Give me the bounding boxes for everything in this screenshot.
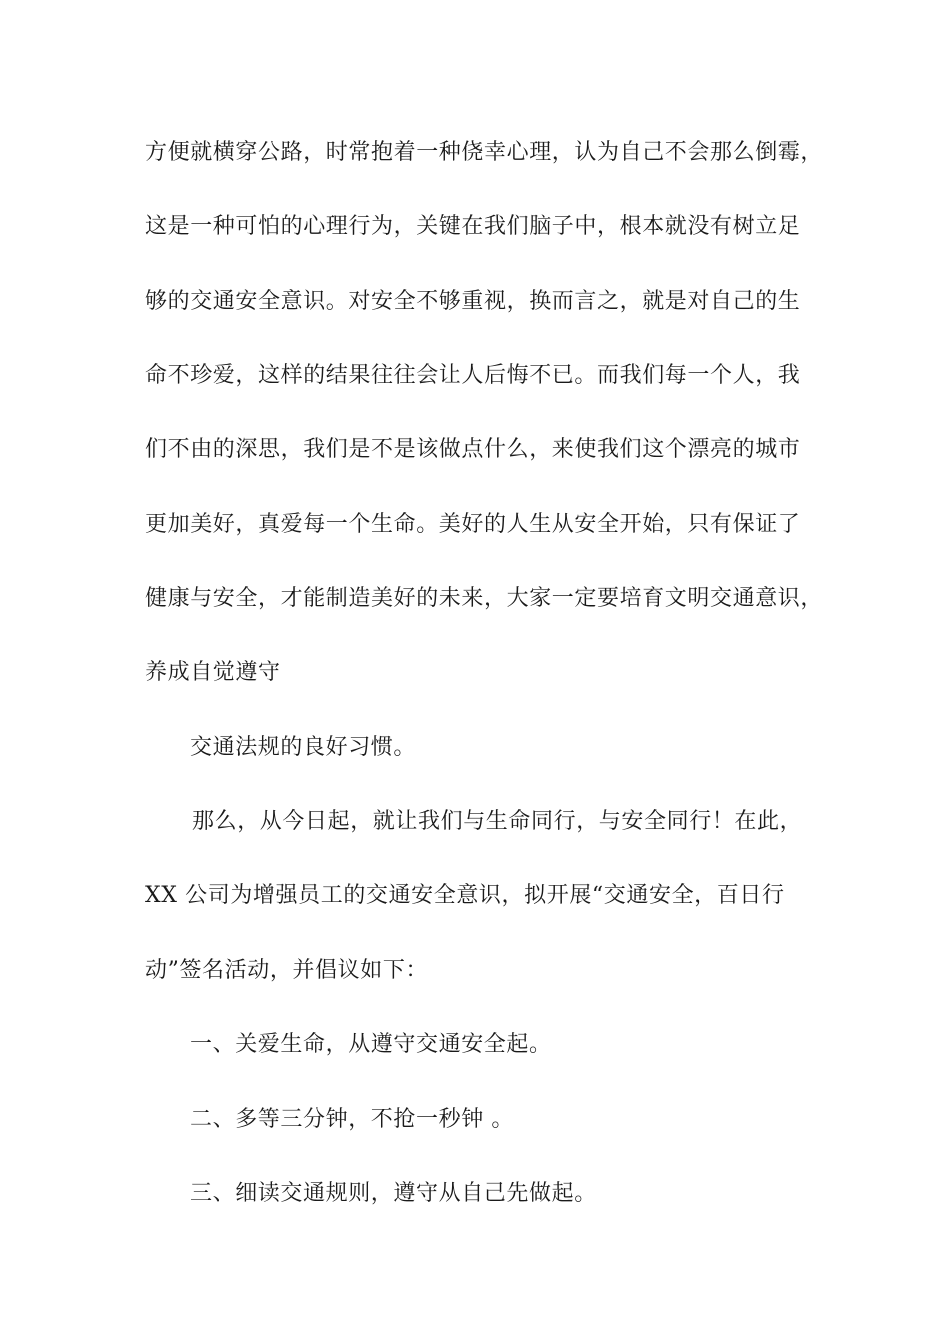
list-item: 三、细读交通规则，遵守从自己先做起。: [190, 1181, 597, 1206]
paragraph-line: 够的交通安全意识。对安全不够重视，换而言之，就是对自己的生: [145, 289, 801, 314]
paragraph-line: 命不珍爱，这样的结果往往会让人后悔不已。而我们每一个人，我: [145, 363, 801, 388]
paragraph-line: 更加美好，真爱每一个生命。美好的人生从安全开始，只有保证了: [145, 512, 801, 537]
list-item: 一、关爱生命，从遵守交通安全起。: [190, 1032, 552, 1057]
paragraph-line: 这是一种可怕的心理行为，关键在我们脑子中，根本就没有树立足: [145, 214, 801, 239]
paragraph-line: XX 公司为增强员工的交通安全意识，拟开展“交通安全，百日行: [145, 883, 785, 908]
paragraph-line: 动”签名活动，并倡议如下：: [145, 958, 429, 983]
paragraph-line: 健康与安全，才能制造美好的未来，大家一定要培育文明交通意识，: [145, 586, 824, 611]
paragraph-line: 交通法规的良好习惯。: [190, 735, 417, 760]
list-item: 二、多等三分钟，不抢一秒钟 。: [190, 1107, 514, 1132]
paragraph-line: 养成自觉遵守: [145, 660, 281, 685]
paragraph-line: 那么，从今日起，就让我们与生命同行，与安全同行！在此，: [192, 809, 803, 834]
paragraph-line: 们不由的深思，我们是不是该做点什么，来使我们这个漂亮的城市: [145, 437, 801, 462]
paragraph-line: 方便就横穿公路，时常抱着一种侥幸心理，认为自己不会那么倒霉，: [145, 140, 824, 165]
